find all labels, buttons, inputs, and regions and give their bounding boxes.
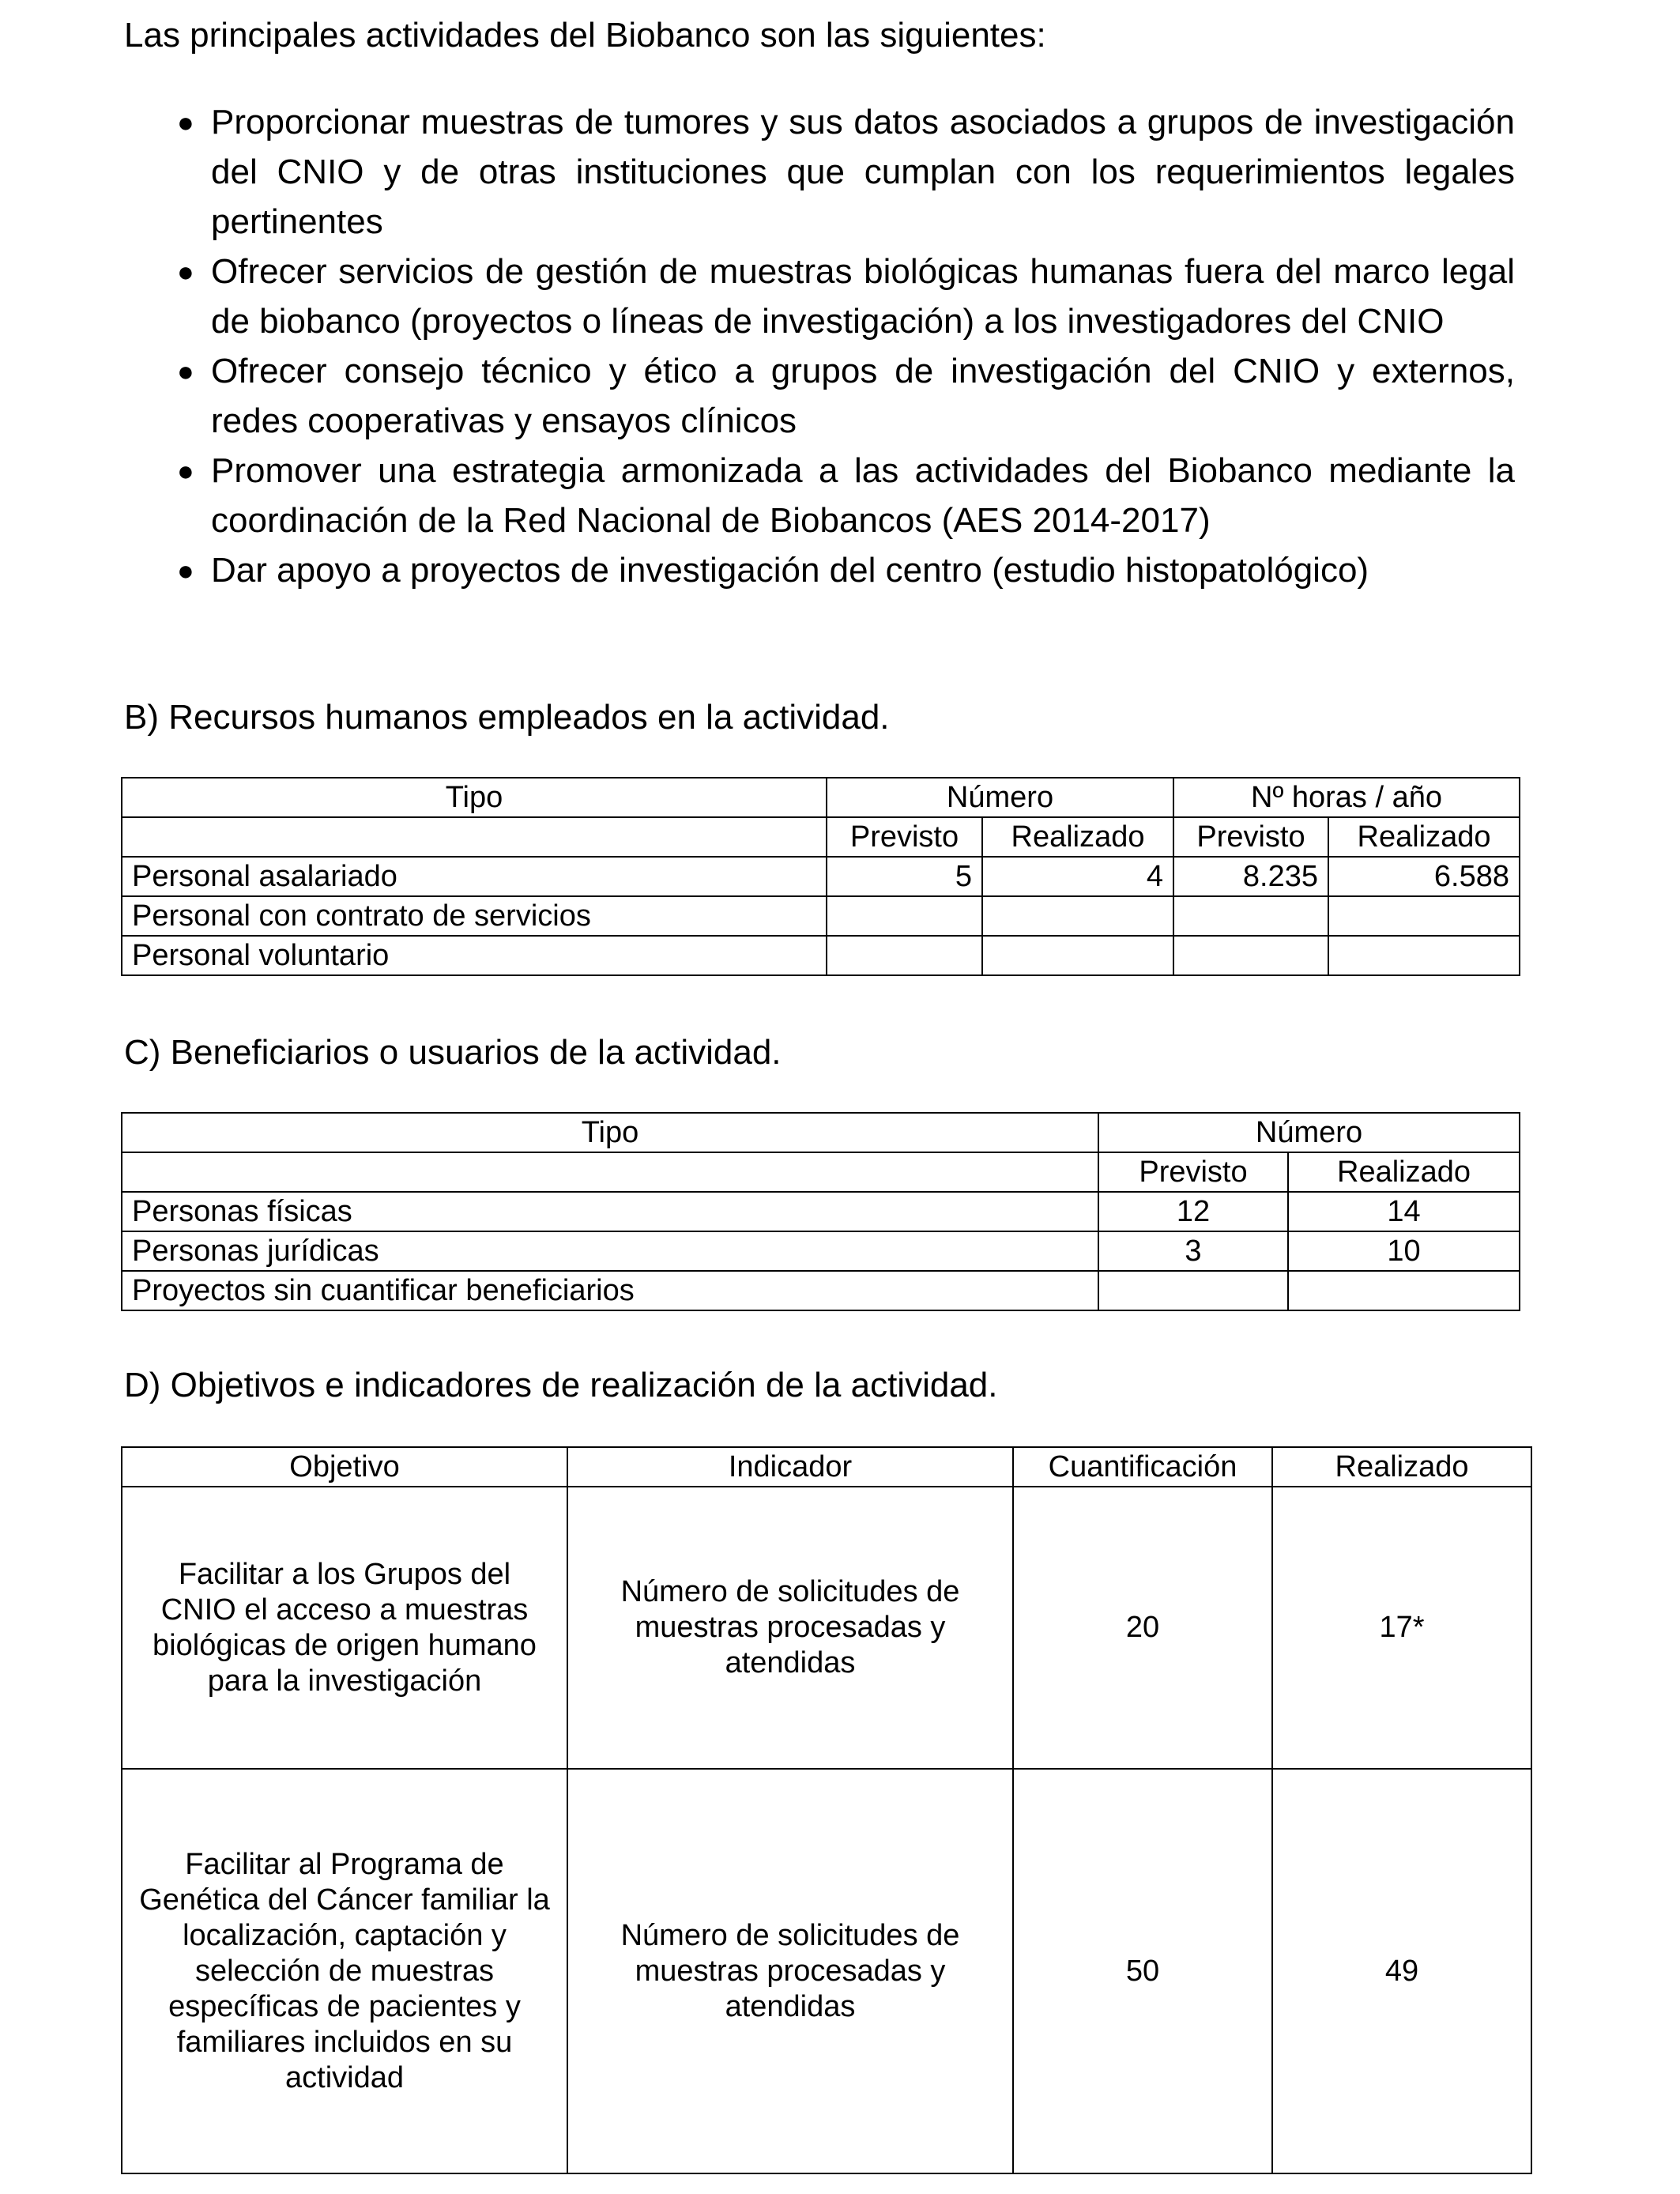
table-cell: 20	[1013, 1487, 1272, 1769]
human-resources-table	[121, 777, 1520, 976]
table-cell	[1288, 1271, 1520, 1310]
table-row	[122, 857, 1520, 896]
table-header: Nº horas / año	[1173, 778, 1520, 817]
objectives-table	[121, 1446, 1532, 2174]
table-header: Tipo	[122, 1113, 1098, 1152]
table-header: Previsto	[827, 817, 982, 857]
table-cell: 17*	[1272, 1487, 1531, 1769]
table-header: Realizado	[1328, 817, 1520, 857]
table-cell: 49	[1272, 1769, 1531, 2173]
table-cell	[1098, 1271, 1288, 1310]
table-cell: 10	[1288, 1231, 1520, 1271]
section-c-heading: C) Beneficiarios o usuarios de la actividad.	[124, 1033, 782, 1072]
table-header: Cuantificación	[1013, 1447, 1272, 1487]
beneficiaries-table	[121, 1112, 1520, 1311]
table-cell: 12	[1098, 1192, 1288, 1231]
table-cell: Número de solicitudes de muestras procesadas y atendidas	[567, 1487, 1013, 1769]
table-header: Número	[1098, 1113, 1520, 1152]
table-header: Tipo	[122, 778, 827, 817]
table-header: Realizado	[982, 817, 1173, 857]
table-cell: 50	[1013, 1769, 1272, 2173]
table-cell	[982, 896, 1173, 936]
list-item: ● Ofrecer servicios de gestión de muestras biológicas humanas fuera del marco legal de biobanco (proyectos o líneas de investigación) a los investigadores del CNIO	[177, 247, 1515, 346]
table-cell	[122, 1152, 1098, 1192]
table-header: Previsto	[1098, 1152, 1288, 1192]
table-cell: Personal asalariado	[122, 857, 827, 896]
table-cell	[982, 936, 1173, 975]
bullet-icon: ●	[177, 554, 194, 586]
table-cell: Personal voluntario	[122, 936, 827, 975]
bullet-icon: ●	[177, 355, 194, 387]
list-item: ● Dar apoyo a proyectos de investigación del centro (estudio histopatológico)	[177, 545, 1515, 595]
list-item: ● Ofrecer consejo técnico y ético a grupos de investigación del CNIO y externos, redes cooperativas y ensayos clínicos	[177, 346, 1515, 446]
table-row	[122, 1231, 1520, 1271]
table-cell	[827, 896, 982, 936]
bullet-icon: ●	[177, 106, 194, 138]
table-header: Indicador	[567, 1447, 1013, 1487]
table-cell: Facilitar a los Grupos del CNIO el acceso a muestras biológicas de origen humano para la investigación	[122, 1487, 567, 1769]
activities-list	[177, 97, 1515, 595]
table-cell	[1328, 936, 1520, 975]
intro-text: Las principales actividades del Biobanco son las siguientes:	[124, 16, 1046, 55]
table-cell: Número de solicitudes de muestras procesadas y atendidas	[567, 1769, 1013, 2173]
table-cell: Personas jurídicas	[122, 1231, 1098, 1271]
table-cell: 3	[1098, 1231, 1288, 1271]
table-row	[122, 1769, 1531, 2173]
table-header: Realizado	[1288, 1152, 1520, 1192]
table-cell	[122, 817, 827, 857]
table-cell: 5	[827, 857, 982, 896]
table-row	[122, 1271, 1520, 1310]
bullet-icon: ●	[177, 255, 194, 288]
table-cell: Personas físicas	[122, 1192, 1098, 1231]
list-item: ● Promover una estrategia armonizada a las actividades del Biobanco mediante la coordinación de la Red Nacional de Biobancos (AES 2014-2017)	[177, 446, 1515, 545]
table-header: Previsto	[1173, 817, 1328, 857]
table-cell	[1173, 936, 1328, 975]
table-cell: Proyectos sin cuantificar beneficiarios	[122, 1271, 1098, 1310]
table-header: Número	[827, 778, 1173, 817]
table-cell: 8.235	[1173, 857, 1328, 896]
table-cell: Personal con contrato de servicios	[122, 896, 827, 936]
section-b-heading: B) Recursos humanos empleados en la actividad.	[124, 698, 890, 737]
list-item: ● Proporcionar muestras de tumores y sus datos asociados a grupos de investigación del CNIO y de otras instituciones que cumplan con los requerimientos legales pertinentes	[177, 97, 1515, 247]
table-header: Objetivo	[122, 1447, 567, 1487]
table-cell: 4	[982, 857, 1173, 896]
table-row	[122, 1192, 1520, 1231]
table-cell: 6.588	[1328, 857, 1520, 896]
bullet-icon: ●	[177, 454, 194, 487]
table-cell: 14	[1288, 1192, 1520, 1231]
table-cell	[1173, 896, 1328, 936]
table-row	[122, 896, 1520, 936]
table-cell: Facilitar al Programa de Genética del Cáncer familiar la localización, captación y selección de muestras específicas de pacientes y familiares incluidos en su actividad	[122, 1769, 567, 2173]
table-row	[122, 1487, 1531, 1769]
table-cell	[1328, 896, 1520, 936]
table-cell	[827, 936, 982, 975]
section-d-heading: D) Objetivos e indicadores de realización de la actividad.	[124, 1366, 998, 1404]
table-row	[122, 936, 1520, 975]
table-header: Realizado	[1272, 1447, 1531, 1487]
